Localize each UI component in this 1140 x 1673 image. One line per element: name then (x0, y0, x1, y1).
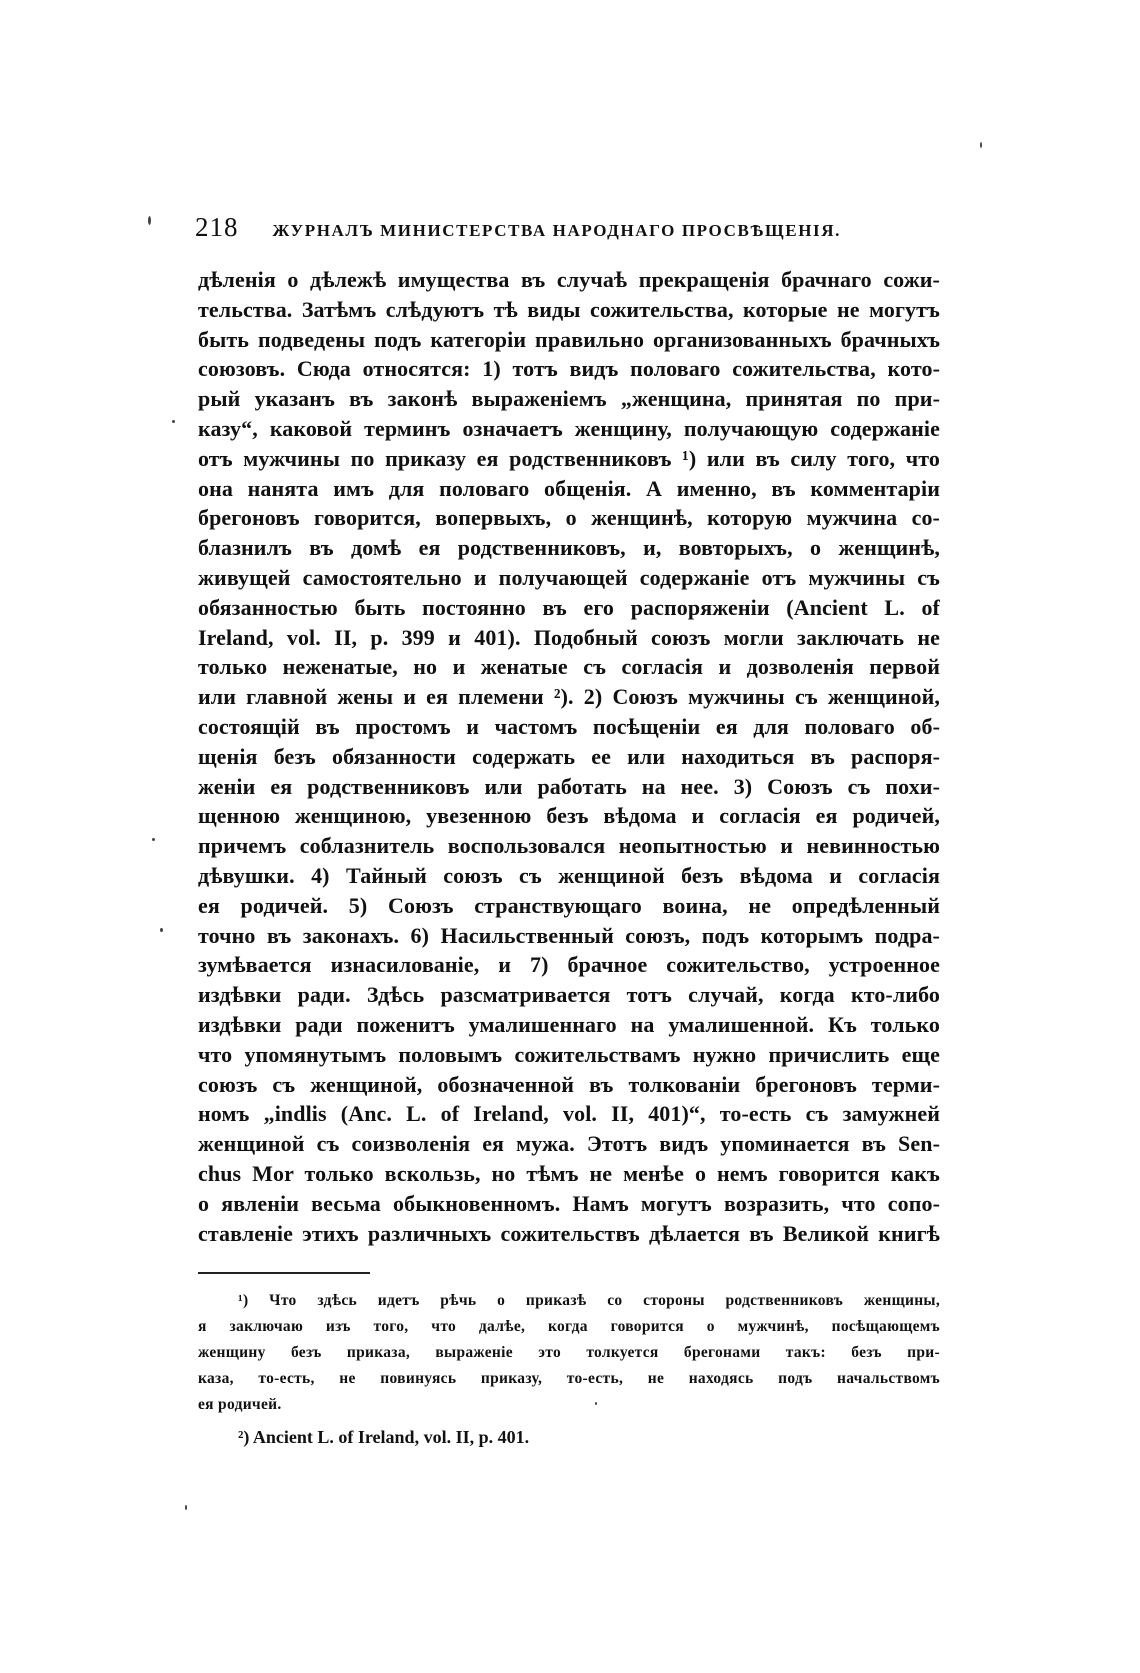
text-line: женщиной съ соизволенія ея мужа. Этотъ видъ упоминается въ Sen- (198, 1131, 940, 1157)
text-line: тельства. Затѣмъ слѣдуютъ тѣ виды сожительства, которые не могутъ (198, 296, 940, 322)
text-line: или главной жены и ея племени ²). 2) Союзъ мужчины съ женщиной, (198, 684, 940, 710)
text-line: что упомянутымъ половымъ сожительствамъ нужно причислить еще (198, 1041, 940, 1067)
footnote-1 (198, 1288, 940, 1418)
text-line: дѣвушки. 4) Тайный союзъ съ женщиной безъ вѣдома и согласія (198, 862, 940, 888)
text-line: казу“, каковой терминъ означаетъ женщину, получающую содержаніе (198, 415, 940, 441)
footnote-line: каза, то-есть, не повинуясь приказу, то-есть, не находясь подъ начальствомъ (198, 1370, 940, 1387)
scan-speck (152, 838, 155, 841)
scan-speck (595, 1402, 597, 1405)
text-line: живущей самостоятельно и получающей содержаніе отъ мужчины съ (198, 564, 940, 590)
text-line: рый указанъ въ законѣ выраженіемъ „женщина, принятая по при- (198, 386, 940, 412)
text-line: Ireland, vol. II, p. 399 и 401). Подобный союзъ могли заключать не (198, 624, 940, 650)
footnote-line: ея родичей. (198, 1396, 282, 1413)
scan-speck (980, 142, 982, 148)
text-line: щенія безъ обязанности содержать ее или находиться въ распоря- (198, 743, 940, 769)
text-line: chus Mor только вскользь, но тѣмъ не менѣе о немъ говорится какъ (198, 1160, 940, 1186)
text-line: дѣленія о дѣлежѣ имущества въ случаѣ прекращенія брачнаго сожи- (198, 267, 940, 292)
footnote-line: женщину безъ приказа, выраженіе это толкуется брегонами такъ: безъ при- (198, 1344, 940, 1361)
scan-speck (160, 928, 163, 932)
main-text (198, 265, 940, 1248)
text-line: состоящій въ простомъ и частомъ посѣщеніи ея для половаго об- (198, 713, 940, 739)
footnote-line: я заключаю изъ того, что далѣе, когда говорится о мужчинѣ, посѣщающемъ (198, 1318, 940, 1335)
page-header (195, 212, 955, 252)
text-line: брегоновъ говорится, вопервыхъ, о женщинѣ, которую мужчина со- (198, 505, 940, 531)
text-line: о явленіи весьма обыкновенномъ. Намъ могутъ возразить, что сопо- (198, 1190, 940, 1216)
running-title: ЖУРНАЛЪ МИНИСТЕРСТВА НАРОДНАГО ПРОСВѢЩЕНІЯ. (272, 221, 841, 240)
text-line: издѣвки ради поженитъ умалишеннаго на умалишенной. Къ только (198, 1011, 940, 1037)
text-line: ея родичей. 5) Союзъ странствующаго воина, не опредѣленный (198, 892, 940, 918)
text-line: ставленіе этихъ различныхъ сожительствъ дѣлается въ Великой книгѣ (198, 1220, 940, 1246)
text-line: обязанностью быть постоянно въ его распоряженіи (Ancient L. of (198, 594, 940, 620)
text-line: причемъ соблазнитель воспользовался неопытностью и невинностью (198, 833, 940, 859)
text-line: щенною женщиною, увезенною безъ вѣдома и согласія ея родичей, (198, 803, 940, 829)
text-line: издѣвки ради. Здѣсь разсматривается тотъ случай, когда кто-либо (198, 982, 940, 1008)
scan-speck (172, 420, 175, 423)
text-line: она нанята имъ для половаго общенія. А именно, въ комментаріи (198, 475, 940, 501)
text-line: союзъ съ женщиной, обозначенной въ толкованіи брегоновъ терми- (198, 1071, 940, 1097)
text-line: женіи ея родственниковъ или работать на нее. 3) Союзъ съ похи- (198, 773, 940, 799)
footnotes (198, 1288, 940, 1452)
text-line: точно въ законахъ. 6) Насильственный союзъ, подъ которымъ подра- (198, 922, 940, 948)
text-line: зумѣвается изнасилованіе, и 7) брачное сожительство, устроенное (198, 952, 940, 978)
footnote-line: ¹) Что здѣсь идетъ рѣчь о приказѣ со стороны родственниковъ женщины, (238, 1292, 940, 1309)
text-line: номъ „indlis (Anc. L. of Ireland, vol. II, 401)“, то-есть съ замужней (198, 1101, 940, 1127)
text-line: союзовъ. Сюда относятся: 1) тотъ видъ половаго сожительства, кото- (198, 356, 940, 382)
footnote-2: ²) Ancient L. of Ireland, vol. II, p. 401. (238, 1427, 530, 1447)
scan-speck (185, 1505, 187, 1510)
scan-speck (148, 216, 151, 225)
footnote-divider (198, 1272, 370, 1274)
text-line: только неженатые, но и женатые съ согласія и дозволенія первой (198, 654, 940, 680)
page-number: 218 (195, 212, 239, 242)
text-line: блазнилъ въ домѣ ея родственниковъ, и, вовторыхъ, о женщинѣ, (198, 535, 940, 561)
text-line: быть подведены подъ категоріи правильно организованныхъ брачныхъ (198, 326, 940, 352)
text-line: отъ мужчины по приказу ея родственниковъ ¹) или въ силу того, что (198, 445, 940, 471)
